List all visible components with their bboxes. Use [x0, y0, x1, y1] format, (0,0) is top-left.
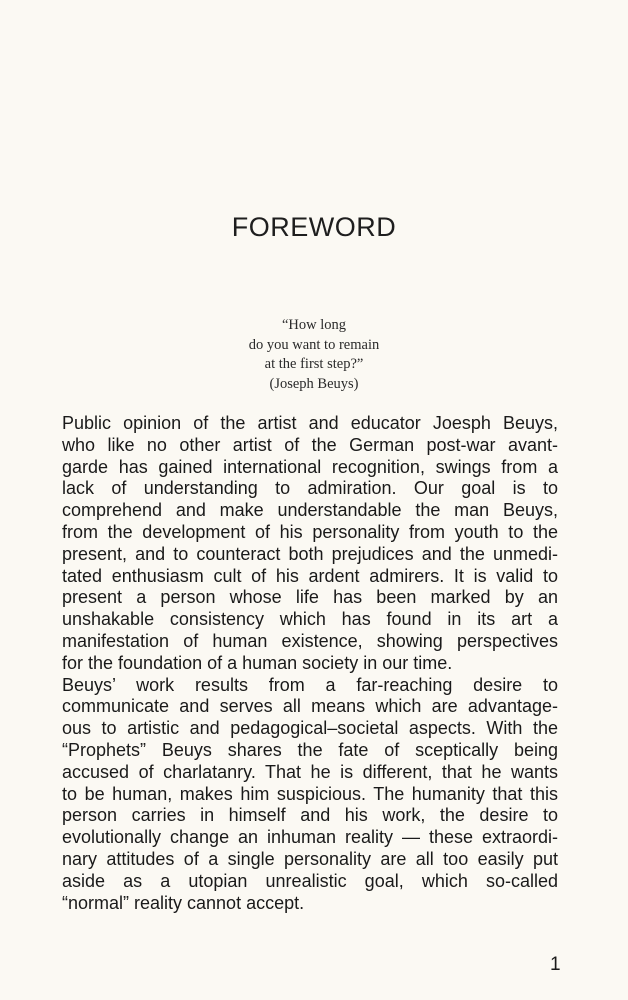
text-line: tated enthusiasm cult of his ardent admirers. It is valid to	[62, 565, 558, 586]
text-line: “Prophets” Beuys shares the fate of sceptically being	[62, 739, 558, 760]
text-line: evolutionally change an inhuman reality — these extraordi-	[62, 827, 558, 848]
text-line: unshakable consistency which has found in its art a	[62, 609, 558, 630]
text-line: who like no other artist of the German post-war avant-	[62, 434, 558, 455]
text-line: garde has gained international recognition, swings from a	[62, 456, 558, 477]
epigraph-line: “How long	[281, 317, 347, 333]
body-text	[62, 413, 558, 914]
paragraph-2	[62, 675, 558, 915]
text-line: for the foundation of a human society in our time.	[62, 652, 453, 673]
epigraph-attribution: (Joseph Beuys)	[269, 375, 359, 392]
text-line: present, and to counteract both prejudices and the unmedi-	[62, 543, 558, 564]
page-title: FOREWORD	[231, 212, 397, 242]
text-line: aside as a utopian unrealistic goal, which so-called	[62, 870, 558, 891]
page-number: 1	[550, 954, 561, 975]
text-line: ous to artistic and pedagogical–societal aspects. With the	[62, 718, 558, 739]
text-line: Beuys’ work results from a far-reaching desire to	[62, 674, 558, 695]
text-line: “normal” reality cannot accept.	[62, 892, 305, 913]
text-line: manifestation of human existence, showing perspectives	[62, 630, 558, 651]
text-line: communicate and serves all means which are advantage-	[62, 696, 558, 717]
text-line: Public opinion of the artist and educator Joesph Beuys,	[62, 413, 558, 433]
epigraph-line: do you want to remain	[248, 336, 380, 353]
text-line: lack of understanding to admiration. Our goal is to	[62, 478, 558, 499]
text-line: from the development of his personality from youth to the	[62, 521, 558, 542]
epigraph-quote	[0, 316, 628, 394]
text-line: accused of charlatanry. That he is different, that he wants	[62, 761, 558, 782]
epigraph-line: at the first step?”	[264, 356, 364, 372]
paragraph-1	[62, 413, 558, 675]
text-line: nary attitudes of a single personality are all too easily put	[62, 848, 558, 869]
text-line: person carries in himself and his work, the desire to	[62, 805, 558, 826]
text-line: to be human, makes him suspicious. The humanity that this	[62, 783, 558, 804]
text-line: present a person whose life has been marked by an	[62, 587, 558, 608]
text-line: comprehend and make understandable the man Beuys,	[62, 500, 558, 521]
